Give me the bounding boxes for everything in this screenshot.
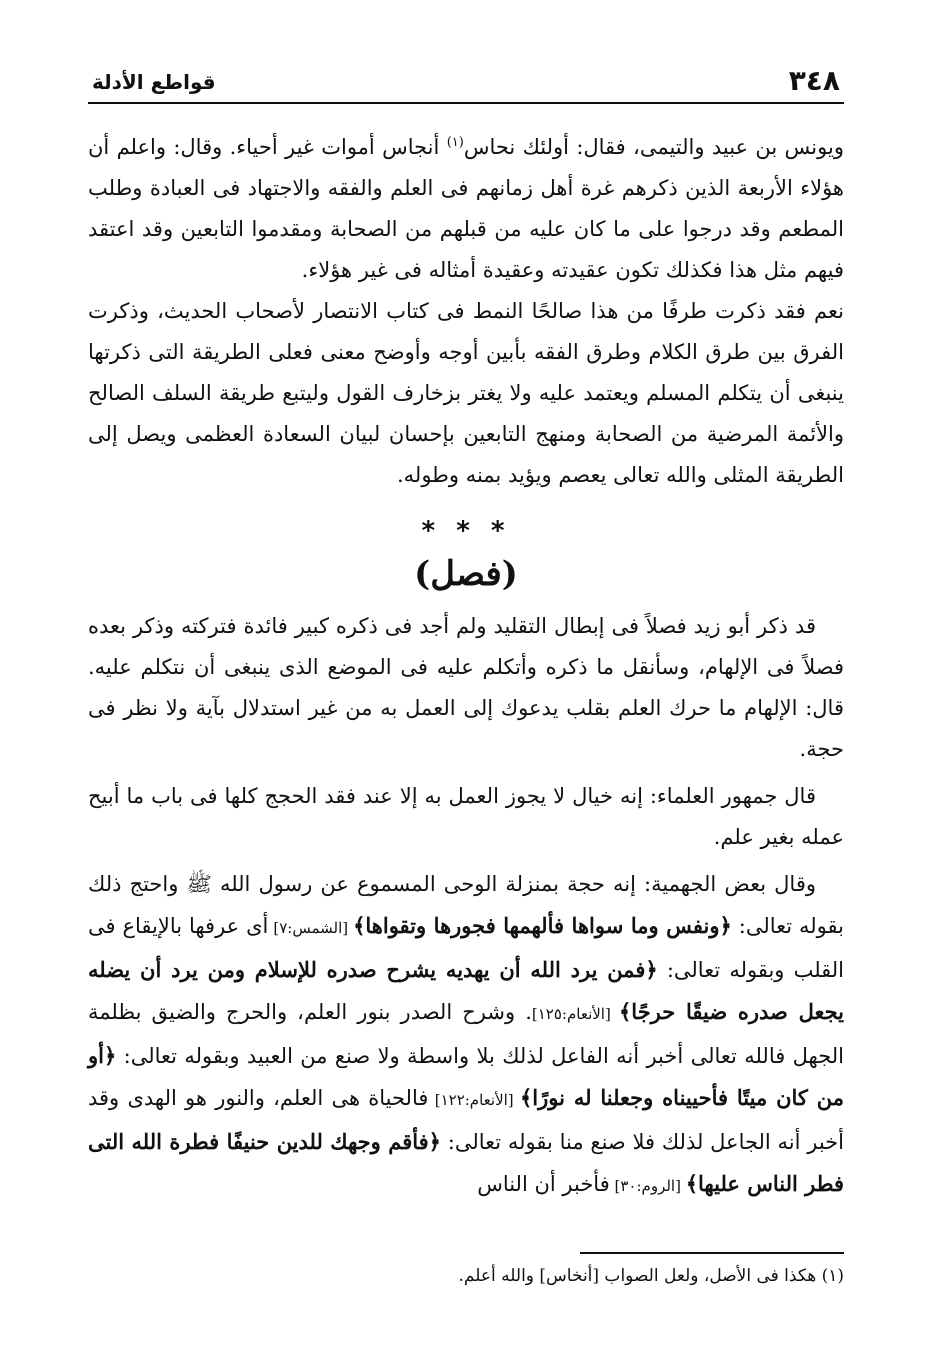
section-heading: (فصل) xyxy=(414,554,518,594)
intro-paragraph-1-start: ويونس بن عبيد والتيمى، فقال: أولئك نحاس xyxy=(463,135,844,159)
running-title: قواطع الأدلة xyxy=(92,70,216,94)
verse-ref-4: [الروم:٣٠] xyxy=(609,1177,686,1195)
quran-verse-2: ﴿فمن يرد الله أن يهديه يشرح صدره للإسلام ومن يرد أن يضله يجعل صدره ضيقًا حرجًا﴾ xyxy=(88,957,845,1024)
verse-ref-2: [الأنعام:١٢٥] xyxy=(531,1005,619,1023)
paragraph-3-text-b: أى عرفها بالإيقاع فى القلب وبقوله تعالى: xyxy=(88,914,845,982)
page-number: ٣٤٨ xyxy=(788,64,840,97)
paragraph-3-text-c: . وشرح الصدر بنور العلم، والحرج والضيق بظلمة الجهل فالله تعالى أخبر أنه الفاعل لذلك بلا واسطة ولا صنع من العبيد وبقوله تعالى: xyxy=(88,1000,844,1068)
paragraph-3-text-d: فالحياة هى العلم، والنور هو الهدى وقد أخبر أنه الجاعل لذلك فلا صنع منا بقوله تعالى: xyxy=(88,1086,844,1154)
book-page xyxy=(88,62,844,1322)
footnote: (١) هكذا فى الأصل، ولعل الصواب [أنخاس] والله أعلم. xyxy=(458,1266,844,1286)
page-header xyxy=(88,62,844,104)
verse-ref-3: [الأنعام:١٢٢] xyxy=(428,1091,520,1109)
section-paragraph-2: قال جمهور العلماء: إنه خيال لا يجوز العمل به إلا عند فقد الحجج كلها فى باب ما أبيح عمله بغير علم. xyxy=(88,784,844,849)
quran-verse-3: ﴿أو من كان ميتًا فأحييناه وجعلنا له نورًا﴾ xyxy=(88,1043,844,1110)
section-divider: * * * xyxy=(421,516,511,546)
quran-verse-4: ﴿فأقم وجهك للدين حنيفًا فطرة الله التى فطر الناس عليها﴾ xyxy=(88,1129,844,1196)
footnote-separator xyxy=(580,1252,844,1254)
paragraph-3-text-e: فأخبر أن الناس xyxy=(477,1172,610,1196)
intro-paragraph-2: نعم فقد ذكرت طرفًا من هذا صالحًا النمط فى كتاب الانتصار لأصحاب الحديث، وذكرت الفرق بين طرق الكلام وطرق الفقه بأبين أوجه وأوضح معنى فعلى الطريقة التى ذكرتها ينبغى أن يتكلم المسلم ويعتمد عليه ولا يغتر بزخارف القول وليتبع طريقة السلف الصالح والأئمة المرضية من الصحابة ومنهج التابعين بإحسان لبيان السعادة العظمى ويصل إلى الطريقة المثلى والله تعالى يعصم ويؤيد بمنه وطوله. xyxy=(88,299,844,487)
section-paragraph-1: قد ذكر أبو زيد فصلاً فى إبطال التقليد ولم أجد فى ذكره كبير فائدة فتركته وذكر بعده فصلاً فى الإلهام، وسأنقل ما ذكره وأتكلم عليه فى الموضع الذى ينبغى أن نتكلم عليه. قال: الإلهام ما حرك العلم بقلب يدعوك إلى العمل به من غير استدلال بآية ولا نظر فى حجة. xyxy=(88,614,844,761)
section-text xyxy=(88,606,844,1207)
intro-paragraph-1 xyxy=(88,122,844,291)
intro-text xyxy=(88,122,844,496)
footnote-marker: (١) xyxy=(446,135,464,150)
verse-ref-1: [الشمس:٧] xyxy=(268,919,354,937)
quran-verse-1: ﴿ونفس وما سواها فألهمها فجورها وتقواها﴾ xyxy=(353,913,732,938)
paragraph-3-text-a: وقال بعض الجهمية: إنه حجة بمنزلة الوحى المسموع عن رسول الله ﷺ واحتج ذلك بقوله تعالى: xyxy=(88,872,844,938)
intro-paragraph-1-rest: أنجاس أموات غير أحياء. وقال: واعلم أن هؤلاء الأربعة الذين ذكرهم غرة أهل زمانهم فى العلم والفقه والاجتهاد فى العبادة وطلب المطعم وقد درجوا على ما كان عليه من قبلهم من الصحابة ومقدموا التابعين وقد اعتقد فيهم مثل هذا فكذلك تكون عقيدته وعقيدة أمثاله فى غير هؤلاء. xyxy=(88,135,844,282)
section-paragraph-3 xyxy=(88,864,844,1207)
